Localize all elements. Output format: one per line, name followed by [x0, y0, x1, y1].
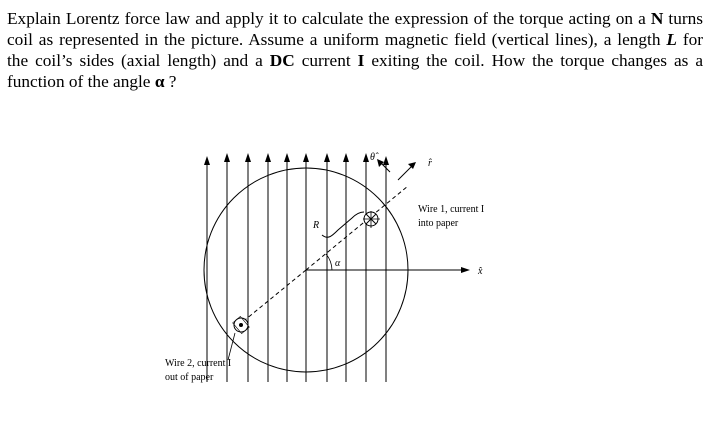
label-theta-hat: θ̂	[370, 152, 375, 163]
r-vector	[398, 165, 413, 180]
arrow-up-icon	[224, 153, 230, 162]
x-axis-arrow-icon	[461, 267, 470, 273]
angle-symbol-alpha: α	[154, 72, 165, 91]
question-part-1: Explain Lorentz force law and apply it to calculate the expression of the torque acting on a	[7, 9, 651, 28]
dashed-radius-line	[306, 186, 408, 270]
arrow-up-icon	[284, 153, 290, 162]
radius-leader	[322, 212, 364, 237]
label-x-hat: x̂	[478, 266, 483, 277]
label-R: R	[313, 220, 320, 231]
question-part-6: ?	[164, 72, 177, 91]
current-symbol-I: I	[357, 51, 365, 70]
wire1-label-line2: into paper	[418, 218, 459, 229]
question-part-4: current	[294, 51, 358, 70]
length-symbol-L: L	[666, 30, 677, 49]
r-arrow-icon	[408, 162, 416, 169]
magnetic-field-lines	[207, 155, 386, 382]
arrow-up-icon	[363, 153, 369, 162]
wire1-label-line1: Wire 1, current I	[418, 204, 485, 215]
arrow-up-icon	[245, 153, 251, 162]
question-part-5: exiting the coil. How the torque changes as a function of the angle	[7, 51, 703, 91]
arrow-up-icon	[324, 153, 330, 162]
wire2-label-line2: out of paper	[165, 372, 214, 383]
label-r-hat: r̂	[428, 158, 432, 169]
arrow-up-icon	[204, 156, 210, 165]
wire2-label-line1: Wire 2, current I	[165, 358, 232, 369]
dashed-radius-line-lower	[240, 270, 306, 324]
arrow-up-icon	[303, 153, 309, 162]
turns-symbol-N: N	[650, 9, 664, 28]
dc-term: DC	[269, 51, 295, 70]
question-part-2: turns coil as represented in the picture. Assume a uniform magnetic field (vertical lines), a length	[7, 9, 703, 49]
field-arrowheads	[204, 153, 389, 165]
label-alpha: α	[335, 258, 341, 269]
arrow-up-icon	[383, 156, 389, 165]
arrow-up-icon	[265, 153, 271, 162]
question-part-3: for the coil’s sides (axial length) and a	[7, 30, 703, 70]
theta-arrow-icon	[377, 159, 384, 167]
arrow-up-icon	[343, 153, 349, 162]
